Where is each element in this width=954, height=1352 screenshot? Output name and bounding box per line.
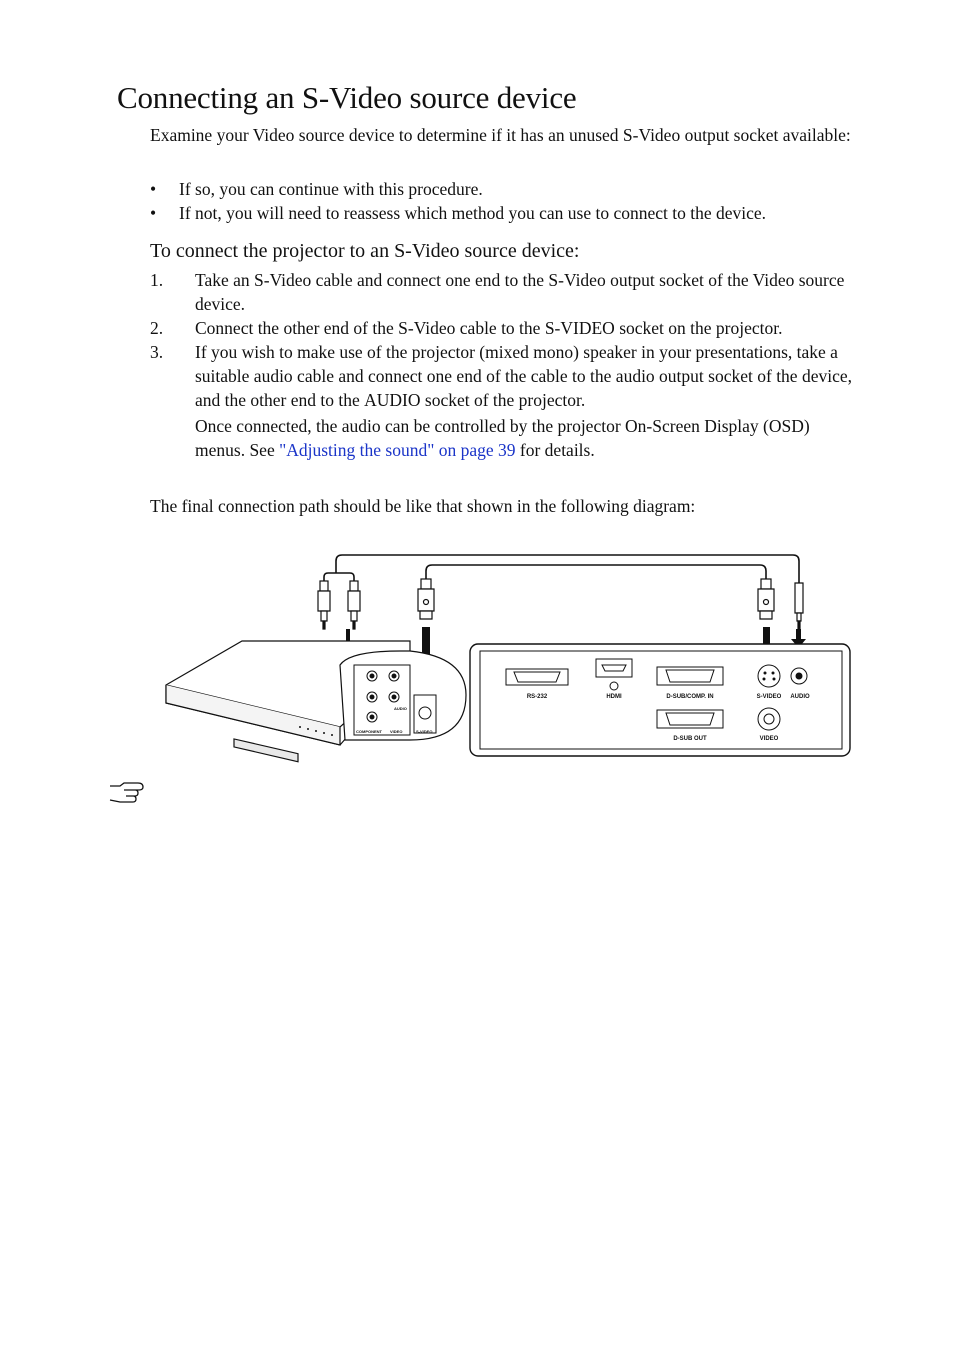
- port-label-dsub-out: D-SUB OUT: [673, 736, 707, 742]
- device-rear-panel: [340, 651, 466, 740]
- step-item: 1. Take an S-Video cable and connect one end to the S-Video output socket of the Video source device.: [150, 270, 845, 314]
- step-item: 3. If you wish to make use of the projector (mixed mono) speaker in your presentations, take a suitable audio cable and connect one end of the cable to the audio output socket of the device, and the other end to the AUDIO socket of the projector. Once connected, the audio can be controlled by the projector On-Screen Display (OSD) menus. See "Adjusting the sound" on page 39 for details.: [150, 340, 862, 462]
- svideo-cable: [426, 565, 766, 579]
- audio-cable: [336, 555, 799, 583]
- device-label-audio: AUDIO: [394, 706, 407, 711]
- connection-diagram: [100, 545, 860, 765]
- port-label-dsub-in: D-SUB/COMP. IN: [666, 694, 714, 700]
- procedure-steps: [150, 268, 862, 462]
- cross-reference-link[interactable]: "Adjusting the sound" on page 39: [279, 440, 516, 460]
- intro-paragraph: Examine your Video source device to determine if it has an unused S-Video output socket available:: [150, 125, 851, 145]
- final-paragraph: The final connection path should be like that shown in the following diagram:: [150, 496, 696, 516]
- port-label-hdmi: HDMI: [606, 694, 622, 700]
- list-item: • If so, you can continue with this procedure.: [150, 179, 483, 199]
- svideo-plugs: [418, 579, 774, 619]
- audio-plug: [795, 583, 803, 629]
- port-label-svideo: S-VIDEO: [756, 694, 782, 700]
- device-label-svideo: S-VIDEO: [416, 729, 433, 734]
- pointing-hand-icon: [108, 780, 148, 806]
- bullet-list: [150, 178, 870, 226]
- rca-plugs: [318, 581, 360, 629]
- port-label-rs232: RS-232: [526, 694, 548, 700]
- port-label-video: VIDEO: [759, 736, 779, 742]
- step-item: 2. Connect the other end of the S-Video cable to the S-VIDEO socket on the projector.: [150, 318, 783, 338]
- device-label-video: VIDEO: [390, 729, 403, 734]
- keyword-audio: AUDIO: [364, 390, 421, 410]
- port-label-audio: AUDIO: [790, 694, 810, 700]
- page-title: Connecting an S-Video source device: [117, 80, 577, 115]
- keyword-svideo: S-VIDEO: [544, 318, 615, 338]
- procedure-heading: To connect the projector to an S-Video source device:: [150, 240, 580, 262]
- projector-panel: [470, 644, 850, 756]
- list-item: • If not, you will need to reassess which method you can use to connect to the device.: [150, 203, 767, 223]
- step-note: Once connected, the audio can be controlled by the projector On-Screen Display (OSD) menus. See "Adjusting the sound" on page 39 for details.: [195, 416, 810, 460]
- device-label-component: COMPONENT: [356, 729, 382, 734]
